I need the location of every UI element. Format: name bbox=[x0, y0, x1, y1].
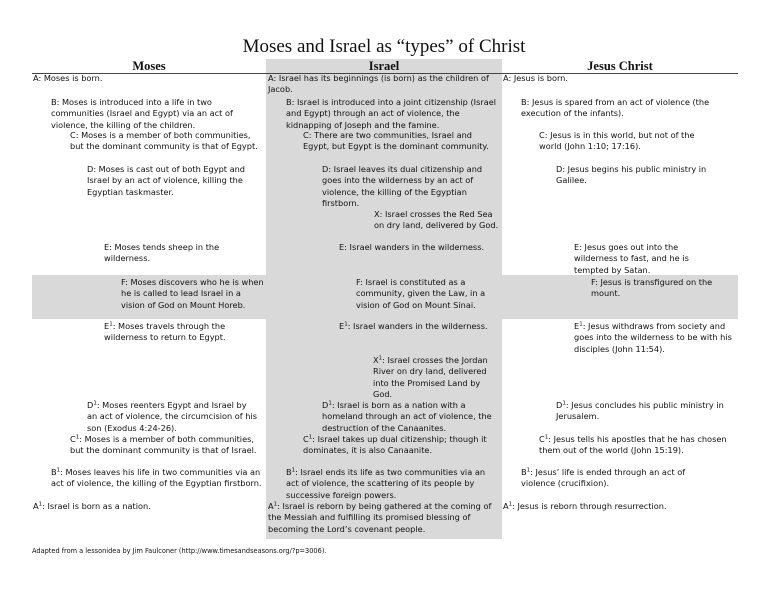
source-credit: Adapted from a lessonidea by Jim Faulconer (http://www.timesandseasons.org/?p=3006). bbox=[32, 547, 327, 555]
israel-entry-b1: $B^1$: Israel ends its life as two communities via an act of violence, the scattering of its people by successive foreign powers. bbox=[286, 467, 486, 500]
jesus-entry-a1: $A^1$: Jesus is reborn through resurrection. bbox=[503, 501, 667, 511]
israel-entry-c: C: There are two communities, Israel and Egypt, but Egypt is the dominant community. bbox=[303, 130, 489, 152]
israel-entry-e1: $E^1$: Israel wanders in the wilderness. bbox=[339, 321, 488, 331]
column-header-moses: Moses bbox=[132, 59, 166, 73]
page-title: Moses and Israel as “types” of Christ bbox=[242, 36, 526, 57]
jesus-entry-a: A: Jesus is born. bbox=[503, 73, 568, 83]
israel-entry-d: D: Israel leaves its dual citizenship and goes into the wilderness by an act of violence, the killing of the Egyptian firstborn. bbox=[322, 164, 483, 208]
moses-entry-e: E: Moses tends sheep in the wilderness. bbox=[104, 242, 220, 264]
israel-entry-a: A: Israel has its beginnings (is born) as the children of Jacob. bbox=[268, 73, 489, 95]
moses-entry-a1: $A^1$: Israel is born as a nation. bbox=[33, 501, 151, 511]
jesus-entry-c1: $C^1$: Jesus tells his apostles that he has chosen them out of the world (John 15:19). bbox=[539, 434, 727, 456]
israel-entry-d1: $D^1$: Israel is born as a nation with a homeland through an act of violence, the destruction of the Canaanites. bbox=[322, 400, 492, 433]
jesus-entry-d1: $D^1$: Jesus concludes his public ministry in Jerusalem. bbox=[556, 400, 724, 422]
jesus-entry-c: C: Jesus is in this world, but not of the world (John 1:10; 17:16). bbox=[539, 130, 695, 152]
jesus-entry-b: B: Jesus is spared from an act of violence (the execution of the infants). bbox=[521, 97, 710, 119]
jesus-entry-e1: $E^1$: Jesus withdraws from society and goes into the wilderness to be with his disciples (John 11:54). bbox=[574, 321, 732, 354]
jesus-entry-e: E: Jesus goes out into the wilderness to fast, and he is tempted by Satan. bbox=[574, 242, 689, 275]
israel-entry-x: X: Israel crosses the Red Sea on dry land, delivered by God. bbox=[374, 209, 499, 231]
moses-entry-b1: $B^1$: Moses leaves his life in two communities via an act of violence, the killing of the Egyptian firstborn. bbox=[51, 467, 262, 489]
moses-entry-c: C: Moses is a member of both communities, but the dominant community is that of Egypt. bbox=[70, 130, 258, 152]
israel-entry-a1: $A^1$: Israel is reborn by being gathered at the coming of the Messiah and fulfilling its promised blessing of becoming the Lord’s covenant people. bbox=[268, 501, 492, 534]
israel-entry-e: E: Israel wanders in the wilderness. bbox=[339, 242, 485, 252]
jesus-entry-f: F: Jesus is transfigured on the mount. bbox=[591, 277, 713, 299]
column-header-jesus: Jesus Christ bbox=[587, 59, 653, 73]
israel-entry-x1: $X^1$: Israel crosses the Jordan River on dry land, delivered into the Promised Land by God. bbox=[373, 355, 488, 399]
israel-entry-b: B: Israel is introduced into a joint citizenship (Israel and Egypt) through an act of violence, the kidnapping of Joseph and the famine. bbox=[286, 97, 497, 130]
israel-entry-c1: $C^1$: Israel takes up dual citizenship; though it dominates, it is also Canaanite. bbox=[303, 434, 487, 456]
moses-entry-d: D: Moses is cast out of both Egypt and Israel by an act of violence, killing the Egyptian taskmaster. bbox=[87, 164, 246, 197]
jesus-entry-b1: $B^1$: Jesus’ life is ended through an act of violence (crucifixion). bbox=[521, 467, 686, 489]
moses-entry-a: A: Moses is born. bbox=[33, 73, 103, 83]
moses-entry-d1: $D^1$: Moses reenters Egypt and Israel by an act of violence, the circumcision of his son (Exodus 4:24-26). bbox=[87, 400, 258, 433]
israel-entry-f: F: Israel is constituted as a community, given the Law, in a vision of God on Mount Sinai. bbox=[356, 277, 486, 310]
column-header-israel: Israel bbox=[368, 59, 400, 73]
moses-entry-b: B: Moses is introduced into a life in two communities (Israel and Egypt) via an act of violence, the killing of the children. bbox=[51, 97, 233, 130]
moses-entry-c1: $C^1$: Moses is a member of both communities, but the dominant community is that of Israel. bbox=[70, 434, 257, 456]
jesus-entry-d: D: Jesus begins his public ministry in Galilee. bbox=[556, 164, 707, 186]
moses-entry-e1: $E^1$: Moses travels through the wilderness to return to Egypt. bbox=[104, 321, 226, 343]
moses-entry-f: F: Moses discovers who he is when he is called to lead Israel in a vision of God on Mount Horeb. bbox=[121, 277, 264, 310]
